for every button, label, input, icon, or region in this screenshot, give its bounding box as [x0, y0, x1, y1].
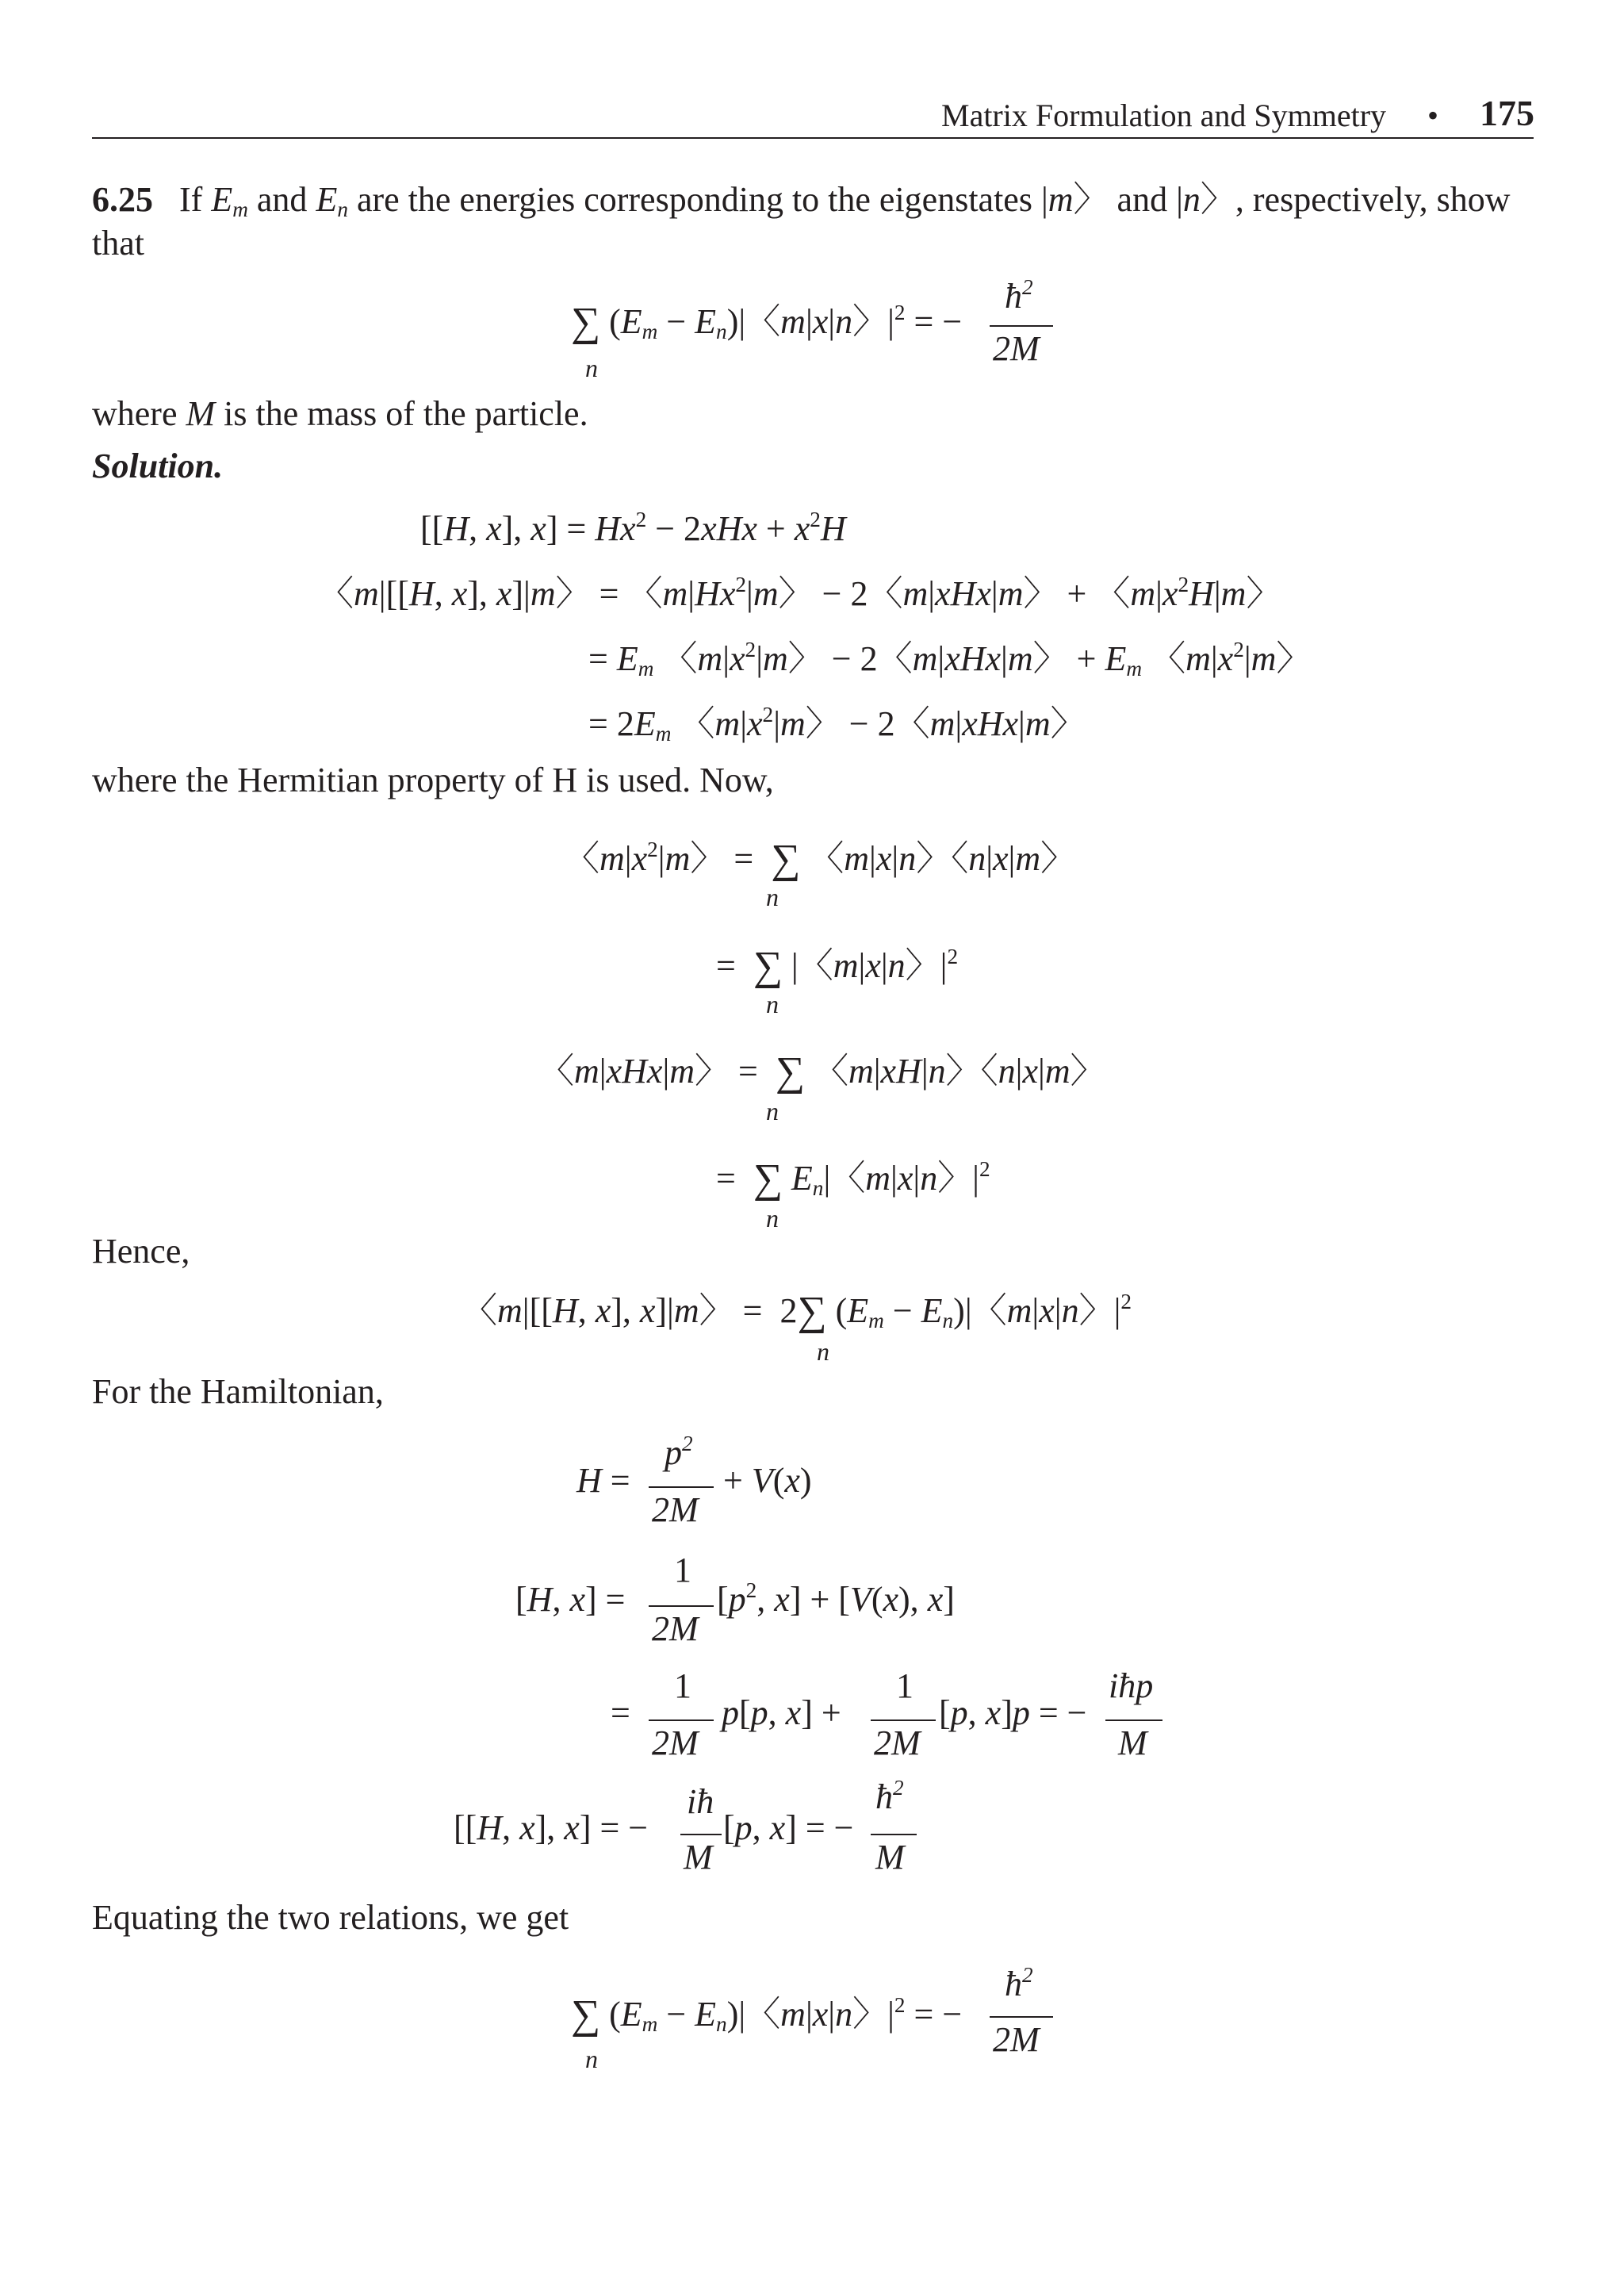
problem-statement: 6.25 If $E_m$ and $E_n$ are the energies corresponding to the eigenstates |m〉 and |n〉, respectively, show	[92, 180, 1511, 221]
problem-statement-cont: that	[92, 224, 144, 263]
page-number: 175	[1480, 93, 1534, 133]
running-title: Matrix Formulation and Symmetry	[941, 98, 1387, 133]
header-bullet: •	[1427, 98, 1439, 133]
hermitian-note: where the Hermitian property of H is used. Now,	[92, 761, 774, 799]
problem-number: 6.25	[92, 180, 153, 219]
mass-note: where M is the mass of the particle.	[92, 394, 588, 433]
header-rule	[92, 137, 1534, 139]
for-hamiltonian: For the Hamiltonian,	[92, 1372, 384, 1411]
equating-note: Equating the two relations, we get	[92, 1898, 569, 1937]
hence-label: Hence,	[92, 1232, 190, 1271]
solution-heading: Solution.	[92, 447, 224, 485]
